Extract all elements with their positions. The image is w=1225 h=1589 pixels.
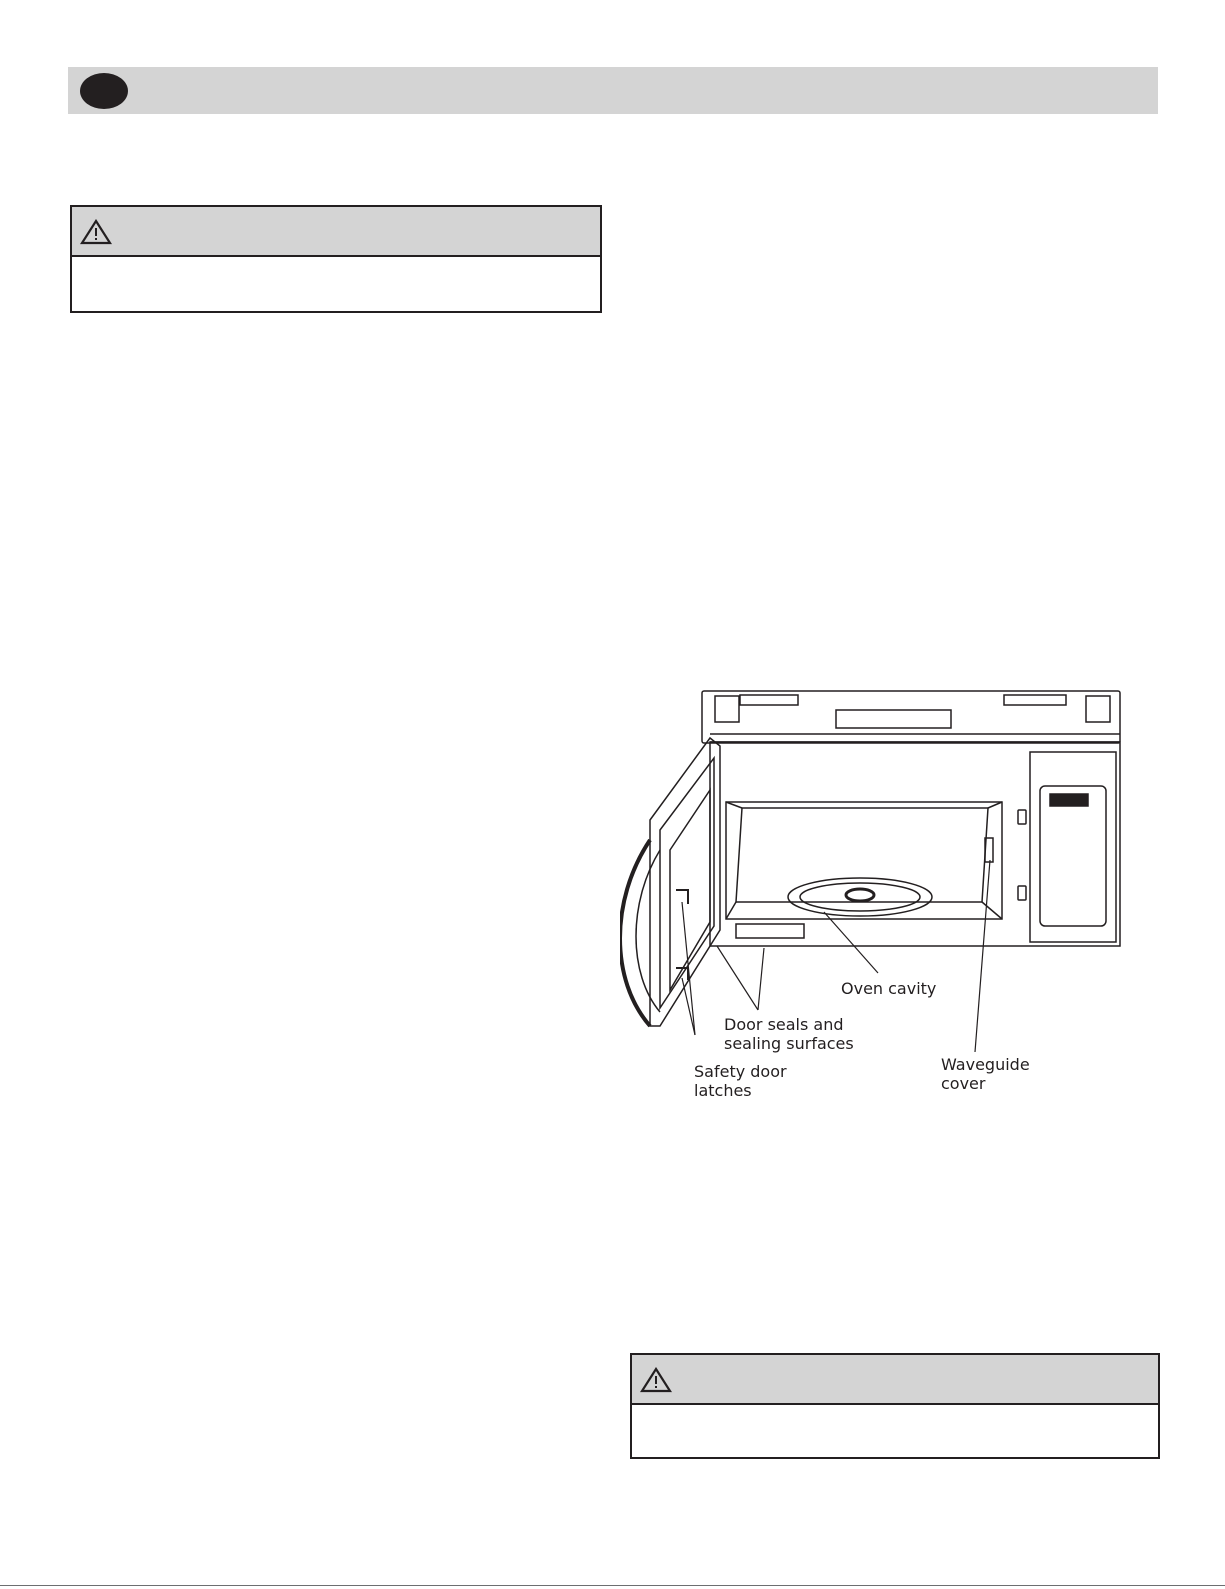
control-panel <box>1030 752 1116 942</box>
footer-rule <box>0 1585 1225 1586</box>
label-oven-cavity: Oven cavity <box>841 979 937 998</box>
label-door-seals: Door seals and sealing surfaces <box>724 1015 854 1053</box>
pointer-seal-1 <box>717 946 758 1010</box>
pointer-oven-cavity <box>824 912 878 973</box>
pointer-seal-2 <box>758 948 764 1010</box>
label-waveguide-cover: Waveguide cover <box>941 1055 1030 1093</box>
warning-header <box>72 207 600 257</box>
label-safety-door-latches: Safety door latches <box>694 1062 787 1100</box>
microwave-top-panel <box>702 691 1120 743</box>
warning-triangle-icon <box>80 219 112 249</box>
section-number-badge <box>80 73 128 109</box>
warning-box-bottom <box>630 1353 1160 1459</box>
warning-header <box>632 1355 1158 1405</box>
door-handle <box>620 840 650 1026</box>
safety-latch-upper <box>676 890 688 904</box>
section-header-bar <box>68 67 1158 114</box>
pointer-latch-2 <box>682 978 695 1035</box>
microwave-body <box>710 742 1120 946</box>
warning-triangle-icon <box>640 1367 672 1397</box>
warning-box-top <box>70 205 602 313</box>
